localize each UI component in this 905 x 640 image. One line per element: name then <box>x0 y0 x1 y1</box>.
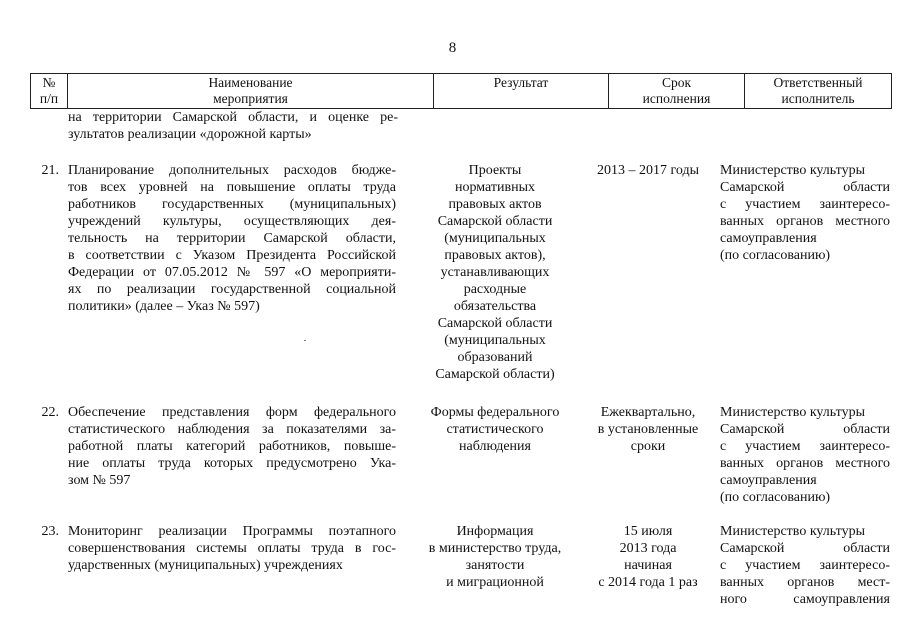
page-number: 8 <box>448 40 457 56</box>
term-cell <box>586 162 710 179</box>
text-line: Самарской области) <box>435 367 555 382</box>
header-text: мероприятия <box>213 91 288 106</box>
text-line: в установленные <box>597 422 699 437</box>
text-line: с участием заинтересо- <box>720 197 890 212</box>
text-line: политики» (далее – Указ № 597) <box>68 299 260 314</box>
text-line: Планирование дополнительных расходов бюдже- <box>68 163 396 178</box>
header-text: Результат <box>493 75 549 90</box>
responsible-cell <box>720 162 890 264</box>
text-line: самоуправления <box>720 473 817 488</box>
term-cell <box>586 404 710 455</box>
text-line: статистического <box>446 422 544 437</box>
text-line: 2013 – 2017 годы <box>596 163 700 178</box>
text-line: в министерство труда, <box>428 541 562 556</box>
text-line: статистического наблюдения за показателями за- <box>68 422 396 437</box>
text-line: образований <box>457 350 533 365</box>
row-number: 21. <box>41 163 59 178</box>
header-term <box>608 74 744 108</box>
text-line: Министерство культуры <box>720 405 865 420</box>
measure-name <box>68 404 396 489</box>
text-line: сроки <box>630 439 666 454</box>
text-line: правовых актов <box>448 197 542 212</box>
text-line: тов всех уровней на повышение оплаты труда <box>68 180 396 195</box>
header-text: Срок <box>661 75 692 90</box>
text-line: с участием заинтересо- <box>720 439 890 454</box>
text-line: занятости <box>465 558 525 573</box>
text-line: Мониторинг реализации Программы поэтапного <box>68 524 396 539</box>
text-line: Самарской области <box>720 541 890 556</box>
text-line: зультатов реализации «дорожной карты» <box>68 127 312 142</box>
header-text: п/п <box>39 91 59 106</box>
header-text: исполнения <box>642 91 711 106</box>
header-text: Ответственный <box>773 75 863 90</box>
result-cell <box>410 162 580 383</box>
text-line: Самарской области <box>720 180 890 195</box>
responsible-cell <box>720 523 890 608</box>
text-line: с 2014 года 1 раз <box>598 575 698 590</box>
text-line: зом № 597 <box>68 473 131 488</box>
text-line: ванных органов мест- <box>720 575 890 590</box>
text-line: Министерство культуры <box>720 163 865 178</box>
header-num <box>30 74 67 108</box>
text-line: Проекты <box>468 163 522 178</box>
text-line: ударственных (муниципальных) учреждениях <box>68 558 343 573</box>
text-line: расходные <box>463 282 527 297</box>
text-line: начиная <box>624 558 672 573</box>
header-responsible <box>744 74 892 108</box>
header-name <box>67 74 433 108</box>
text-line: обязательства <box>453 299 537 314</box>
header-text: исполнитель <box>781 91 855 106</box>
text-line: (по согласованию) <box>720 248 831 263</box>
text-line: Федерации от 07.05.2012 № 597 «О мероприяти- <box>68 265 396 280</box>
text-line: учреждений культуры, осуществляющих дея- <box>68 214 396 229</box>
result-cell <box>410 523 580 591</box>
text-line: Ежеквартально, <box>600 405 696 420</box>
text-line: с участием заинтересо- <box>720 558 890 573</box>
text-line: 15 июля <box>623 524 673 539</box>
result-cell <box>410 404 580 455</box>
header-text: Наименование <box>208 75 293 90</box>
text-line: на территории Самарской области, и оценке ре- <box>68 110 398 125</box>
text-line: ного самоуправления <box>720 592 890 607</box>
header-result <box>433 74 608 108</box>
responsible-cell <box>720 404 890 506</box>
measure-name <box>68 162 396 315</box>
text-line: ях по реализации государственной социальной <box>68 282 396 297</box>
text-line: Информация <box>456 524 534 539</box>
text-line: Самарской области <box>437 316 553 331</box>
text-line: совершенствования системы оплаты труда в гос- <box>68 541 396 556</box>
text-line: работников государственных (муниципальных) <box>68 197 396 212</box>
text-line: ванных органов местного <box>720 456 890 471</box>
text-line: Самарской области <box>720 422 890 437</box>
text-line: ванных органов местного <box>720 214 890 229</box>
text-line: правовых актов), <box>444 248 546 263</box>
text-line: устанавливающих <box>440 265 550 280</box>
text-line: Формы федерального <box>430 405 560 420</box>
text-line: и миграционной <box>446 575 544 590</box>
text-line: самоуправления <box>720 231 817 246</box>
text-line: (муниципальных <box>444 333 546 348</box>
text-line: 2013 года <box>619 541 677 556</box>
row-number: 23. <box>41 524 59 539</box>
row-number: 22. <box>41 405 59 420</box>
table-header <box>30 73 892 109</box>
text-line: Министерство культуры <box>720 524 865 539</box>
text-line: (по согласованию) <box>720 490 831 505</box>
text-line: ние оплаты труда которых предусмотрено Ука- <box>68 456 396 471</box>
scan-speck <box>304 340 306 341</box>
text-line: нормативных <box>454 180 535 195</box>
measure-name <box>68 523 396 574</box>
text-line: работной платы категорий работников, повыше- <box>68 439 396 454</box>
text-line: (муниципальных <box>444 231 546 246</box>
text-line: тельность на территории Самарской области, <box>68 231 396 246</box>
header-text: № <box>42 75 56 90</box>
term-cell <box>586 523 710 591</box>
text-line: Самарской области <box>437 214 553 229</box>
text-line: наблюдения <box>459 439 531 454</box>
text-line: в соответствии с Указом Президента Российской <box>68 248 396 263</box>
text-line: Обеспечение представления форм федерального <box>68 405 396 420</box>
continuation-text <box>68 109 398 143</box>
